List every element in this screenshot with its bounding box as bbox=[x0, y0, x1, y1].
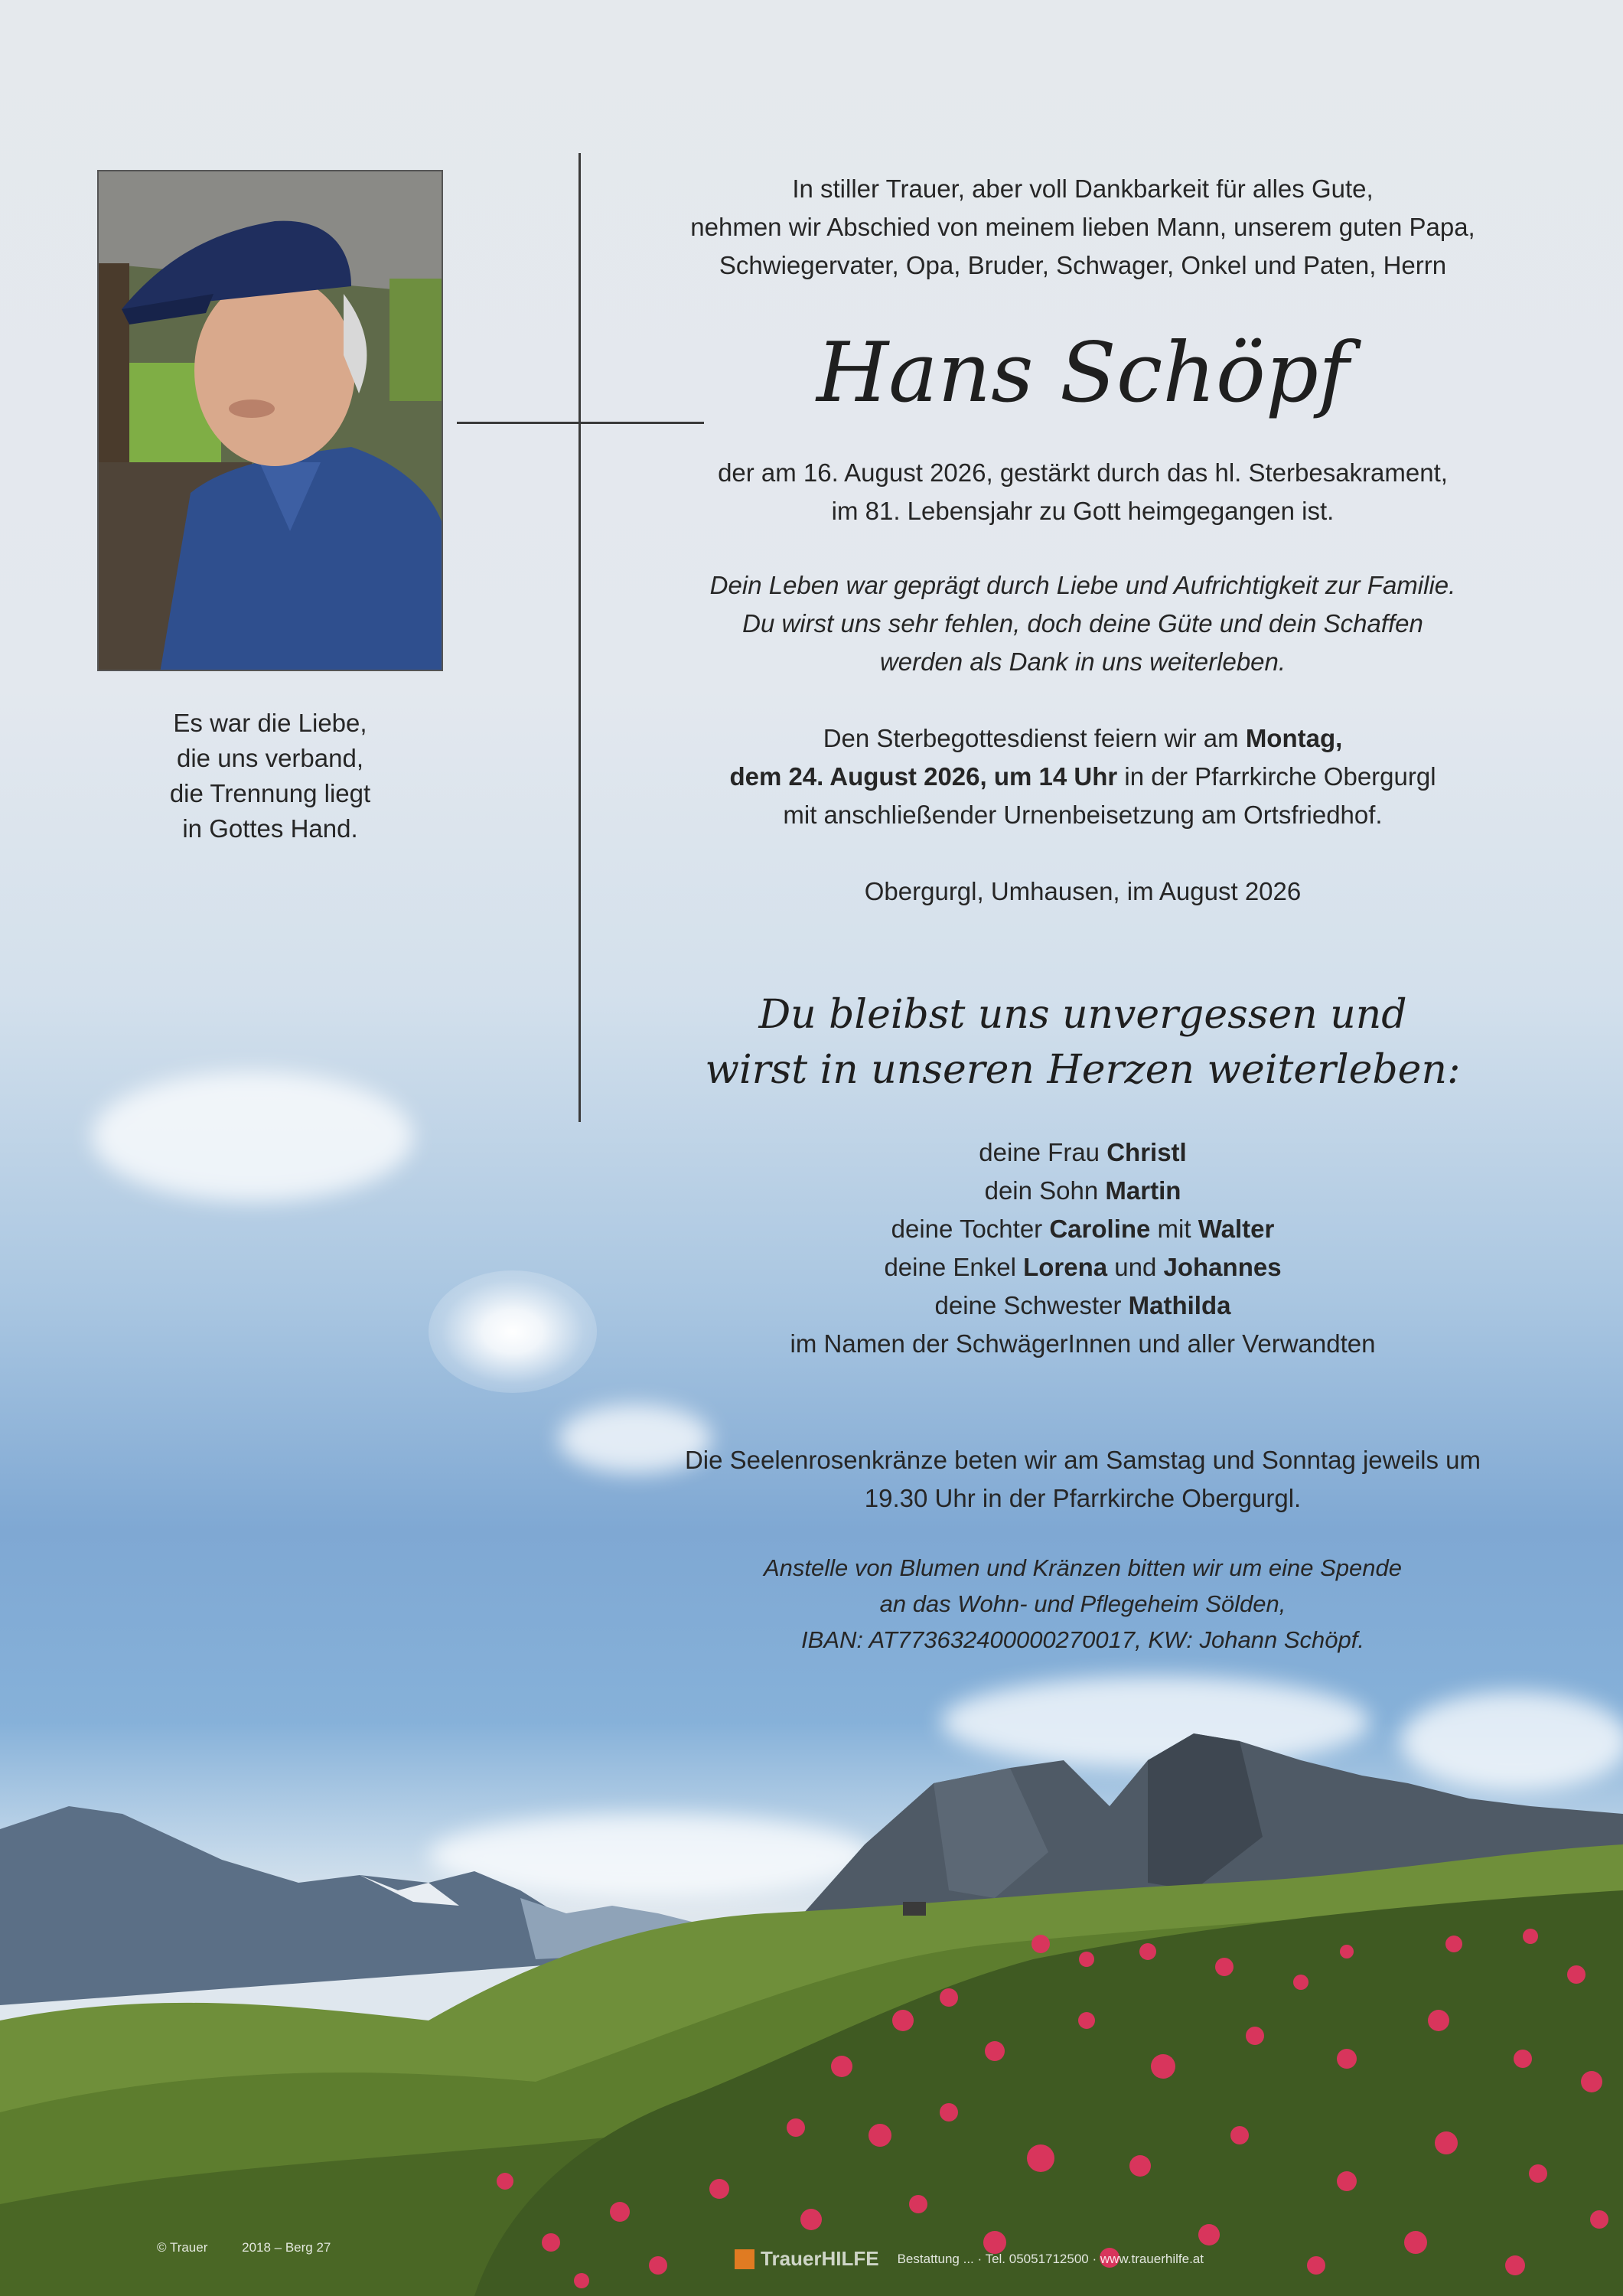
verse-line: die Trennung liegt bbox=[169, 779, 371, 807]
intro-line: In stiller Trauer, aber voll Dankbarkeit für alles Gute, bbox=[792, 174, 1374, 203]
mourner-row: deine Tochter Caroline mit Walter bbox=[891, 1215, 1275, 1243]
motto-line: Du bleibst uns unvergessen und bbox=[758, 992, 1407, 1038]
place-and-date: Obergurgl, Umhausen, im August 2026 bbox=[864, 877, 1302, 905]
verse-line: in Gottes Hand. bbox=[182, 814, 358, 843]
tribute-line: Du wirst uns sehr fehlen, doch deine Güte und dein Schaffen bbox=[742, 609, 1423, 638]
rosary-line: Die Seelenrosenkränze beten wir am Samstag und Sonntag jeweils um bbox=[684, 1446, 1481, 1474]
memorial-verse bbox=[97, 706, 443, 846]
intro-line: Schwiegervater, Opa, Bruder, Schwager, Onkel und Paten, Herrn bbox=[719, 251, 1447, 279]
service-line: dem 24. August 2026, um 14 Uhr in der Pfarrkirche Obergurgl bbox=[729, 762, 1436, 791]
donation-request bbox=[612, 1550, 1553, 1658]
mourner-row: deine Enkel Lorena und Johannes bbox=[884, 1253, 1282, 1281]
intro-text bbox=[612, 170, 1553, 285]
deceased-name: Hans Schöpf bbox=[816, 325, 1350, 421]
death-line: im 81. Lebensjahr zu Gott heimgegangen ist. bbox=[831, 497, 1335, 525]
footer-brand: TrauerHILFE Bestattung ... · Tel. 05051712500 · www.trauerhilfe.at bbox=[735, 2247, 1204, 2271]
rosary-info bbox=[612, 1441, 1553, 1518]
rosary-line: 19.30 Uhr in der Pfarrkirche Obergurgl. bbox=[864, 1484, 1302, 1512]
portrait-photo bbox=[97, 170, 443, 671]
death-line: der am 16. August 2026, gestärkt durch das hl. Sterbesakrament, bbox=[718, 458, 1448, 487]
tribute-text bbox=[612, 566, 1553, 681]
portrait-image bbox=[99, 171, 443, 671]
mourner-row: dein Sohn Martin bbox=[984, 1176, 1181, 1205]
donation-line: an das Wohn- und Pflegeheim Sölden, bbox=[879, 1590, 1286, 1617]
brand-logo-icon bbox=[735, 2249, 754, 2269]
tribute-line: werden als Dank in uns weiterleben. bbox=[879, 647, 1286, 676]
donation-line: IBAN: AT773632400000270017, KW: Johann Schöpf. bbox=[801, 1626, 1364, 1653]
tribute-line: Dein Leben war geprägt durch Liebe und Aufrichtigkeit zur Familie. bbox=[709, 571, 1456, 599]
footer-copyright: © Trauer 2018 – Berg 27 bbox=[157, 2240, 331, 2255]
cross-horizontal-bar bbox=[457, 422, 704, 424]
service-date: dem 24. August 2026, um 14 Uhr bbox=[729, 762, 1118, 791]
alpine-hut bbox=[903, 1902, 926, 1916]
funeral-service-info bbox=[612, 719, 1553, 834]
motto-line: wirst in unseren Herzen weiterleben: bbox=[705, 1047, 1461, 1093]
service-line: mit anschließender Urnenbeisetzung am Ortsfriedhof. bbox=[783, 801, 1383, 829]
mourners-list bbox=[612, 1133, 1553, 1363]
verse-line: Es war die Liebe, bbox=[173, 709, 367, 737]
mourner-row: im Namen der SchwägerInnen und aller Verwandten bbox=[790, 1329, 1376, 1358]
mourner-row: deine Schwester Mathilda bbox=[934, 1291, 1231, 1319]
motto bbox=[612, 987, 1553, 1097]
intro-line: nehmen wir Abschied von meinem lieben Mann, unserem guten Papa, bbox=[690, 213, 1475, 241]
footer-contact: Bestattung ... · Tel. 05051712500 · www.trauerhilfe.at bbox=[897, 2251, 1204, 2266]
service-day: Montag, bbox=[1245, 724, 1343, 752]
mourner-row: deine Frau Christl bbox=[979, 1138, 1187, 1166]
verse-line: die uns verband, bbox=[176, 744, 363, 772]
death-statement bbox=[612, 454, 1553, 530]
donation-line: Anstelle von Blumen und Kränzen bitten wir um eine Spende bbox=[763, 1554, 1403, 1581]
service-line: Den Sterbegottesdienst feiern wir am Montag, bbox=[823, 724, 1343, 752]
cross-vertical-bar bbox=[578, 153, 581, 1122]
